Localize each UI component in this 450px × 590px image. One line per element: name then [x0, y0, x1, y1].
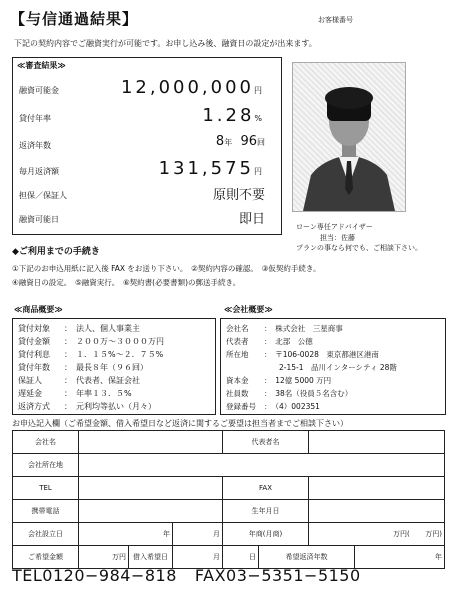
company-name-label: 会社名: [13, 431, 79, 454]
product-item: 貸付利息 ： １．１５%〜２．７５%: [18, 350, 164, 359]
product-item: 返済方式 ： 元利均等払い（月々）: [18, 402, 156, 411]
company-item: 代表者 ： 北部 公徳: [226, 337, 313, 346]
tel-label: TEL: [13, 477, 79, 500]
address-field[interactable]: [79, 454, 445, 477]
procedure-line-2: ④融資日の設定。 ⑤融資実行。 ⑥契約書(必要書類)の郵送手続き。: [12, 278, 241, 287]
company-item: 会社名 ： 株式会社 三星商事: [226, 324, 343, 333]
address-label: 会社所在地: [13, 454, 79, 477]
product-box: [12, 318, 216, 415]
advisor-photo: [292, 62, 406, 212]
desired-amount-label: ご希望金額: [13, 546, 79, 569]
company-name-field[interactable]: [79, 431, 223, 454]
form-row: [13, 477, 445, 500]
procedure-steps: [12, 262, 321, 290]
advisor-name: 担当：佐藤: [320, 234, 355, 242]
annual-sales-field[interactable]: 万円( 万円): [309, 523, 445, 546]
representative-field[interactable]: [309, 431, 445, 454]
desired-years-field[interactable]: 年: [355, 546, 445, 569]
desired-years-label: 希望返済年数: [259, 546, 355, 569]
desired-date-label: 借入希望日: [129, 546, 173, 569]
contact-numbers: [12, 566, 379, 585]
fax-label: FAX: [223, 477, 309, 500]
product-item: 貸付対象 ： 法人、個人事業主: [18, 324, 140, 333]
established-month-field[interactable]: 月: [173, 523, 223, 546]
company-box: [220, 318, 446, 415]
company-item: 登録番号 ： （4）002351: [226, 402, 320, 411]
form-row: [13, 454, 445, 477]
fax-number: FAX03−5351−5150: [194, 566, 361, 585]
representative-label: 代表者名: [223, 431, 309, 454]
interest-rate-value: 1.28%: [202, 105, 265, 126]
loan-amount-label: 融資可能金: [19, 86, 59, 95]
interest-rate-label: 貸付年率: [19, 114, 51, 123]
procedure-line-1: ①下記のお申込用紙に記入後 FAX をお送り下さい。 ②契約内容の確認。 ③仮契約手続き。: [12, 264, 321, 273]
form-title: お申込記入欄（ご希望金額、借入希望日など返済に関するご要望は担当者までご相談下さい）: [12, 419, 348, 428]
repayment-years-label: 返済年数: [19, 141, 51, 150]
advisor-portrait-image: [293, 63, 405, 211]
company-item: 資本金 ： 12億 5000 万円: [226, 376, 332, 385]
result-box: [12, 57, 282, 235]
product-heading: ≪商品概要≫: [14, 305, 63, 314]
company-list: [226, 322, 397, 413]
result-heading: ≪審査結果≫: [17, 61, 66, 70]
tel-number[interactable]: TEL0120−984−818: [12, 566, 177, 585]
product-list: [18, 322, 164, 413]
company-item: 社員数 ： 38名（役員５名含む）: [226, 389, 353, 398]
monthly-payment-value: 131,575円: [158, 158, 265, 179]
fax-field[interactable]: [309, 477, 445, 500]
guarantor-label: 担保／保証人: [19, 191, 67, 200]
loan-date-label: 融資可能日: [19, 215, 59, 224]
customer-number-label: お客様番号: [318, 16, 353, 24]
mobile-label: 携帯電話: [13, 500, 79, 523]
procedure-title: ◆ご利用までの手続き: [12, 247, 100, 257]
annual-sales-label: 年商(月商): [223, 523, 309, 546]
desired-day-field[interactable]: 日: [223, 546, 259, 569]
intro-text: 下記の契約内容でご融資実行が可能です。お申し込み後、融資日の設定が出来ます。: [14, 39, 317, 48]
birthdate-field[interactable]: [309, 500, 445, 523]
desired-month-field[interactable]: 月: [173, 546, 223, 569]
product-item: 貸付金額 ： ２００万〜３０００万円: [18, 337, 164, 346]
tel-field[interactable]: [79, 477, 223, 500]
product-item: 遅延金 ： 年率１３．５%: [18, 389, 132, 398]
mobile-field[interactable]: [79, 500, 223, 523]
company-heading: ≪会社概要≫: [224, 305, 273, 314]
company-item: 所在地 ： 〒106-0028 東京都港区港南: [226, 350, 379, 359]
loan-date-value: 即日: [238, 212, 265, 227]
birthdate-label: 生年月日: [223, 500, 309, 523]
monthly-payment-label: 毎月返済額: [19, 167, 59, 176]
established-year-field[interactable]: 年: [79, 523, 173, 546]
advisor-title: ローン専任アドバイザー: [296, 223, 373, 231]
form-row: [13, 523, 445, 546]
repayment-years-value: 8年 96回: [215, 134, 265, 149]
application-form: [12, 430, 445, 569]
product-item: 保証人 ： 代表者、保証会社: [18, 376, 140, 385]
company-item: 2-15-1 品川インターシティ 28階: [264, 363, 397, 372]
guarantor-value: 原則不要: [212, 188, 265, 203]
product-item: 貸付年数 ： 最長８年（９６回）: [18, 363, 148, 372]
form-row: [13, 500, 445, 523]
page-title: 【与信通過結果】: [10, 10, 139, 28]
form-row: [13, 431, 445, 454]
desired-amount-field[interactable]: 万円: [79, 546, 129, 569]
loan-amount-value: 12,000,000円: [120, 77, 265, 98]
advisor-note: プランの事なら何でも、ご相談下さい。: [296, 244, 422, 252]
established-label: 会社設立日: [13, 523, 79, 546]
